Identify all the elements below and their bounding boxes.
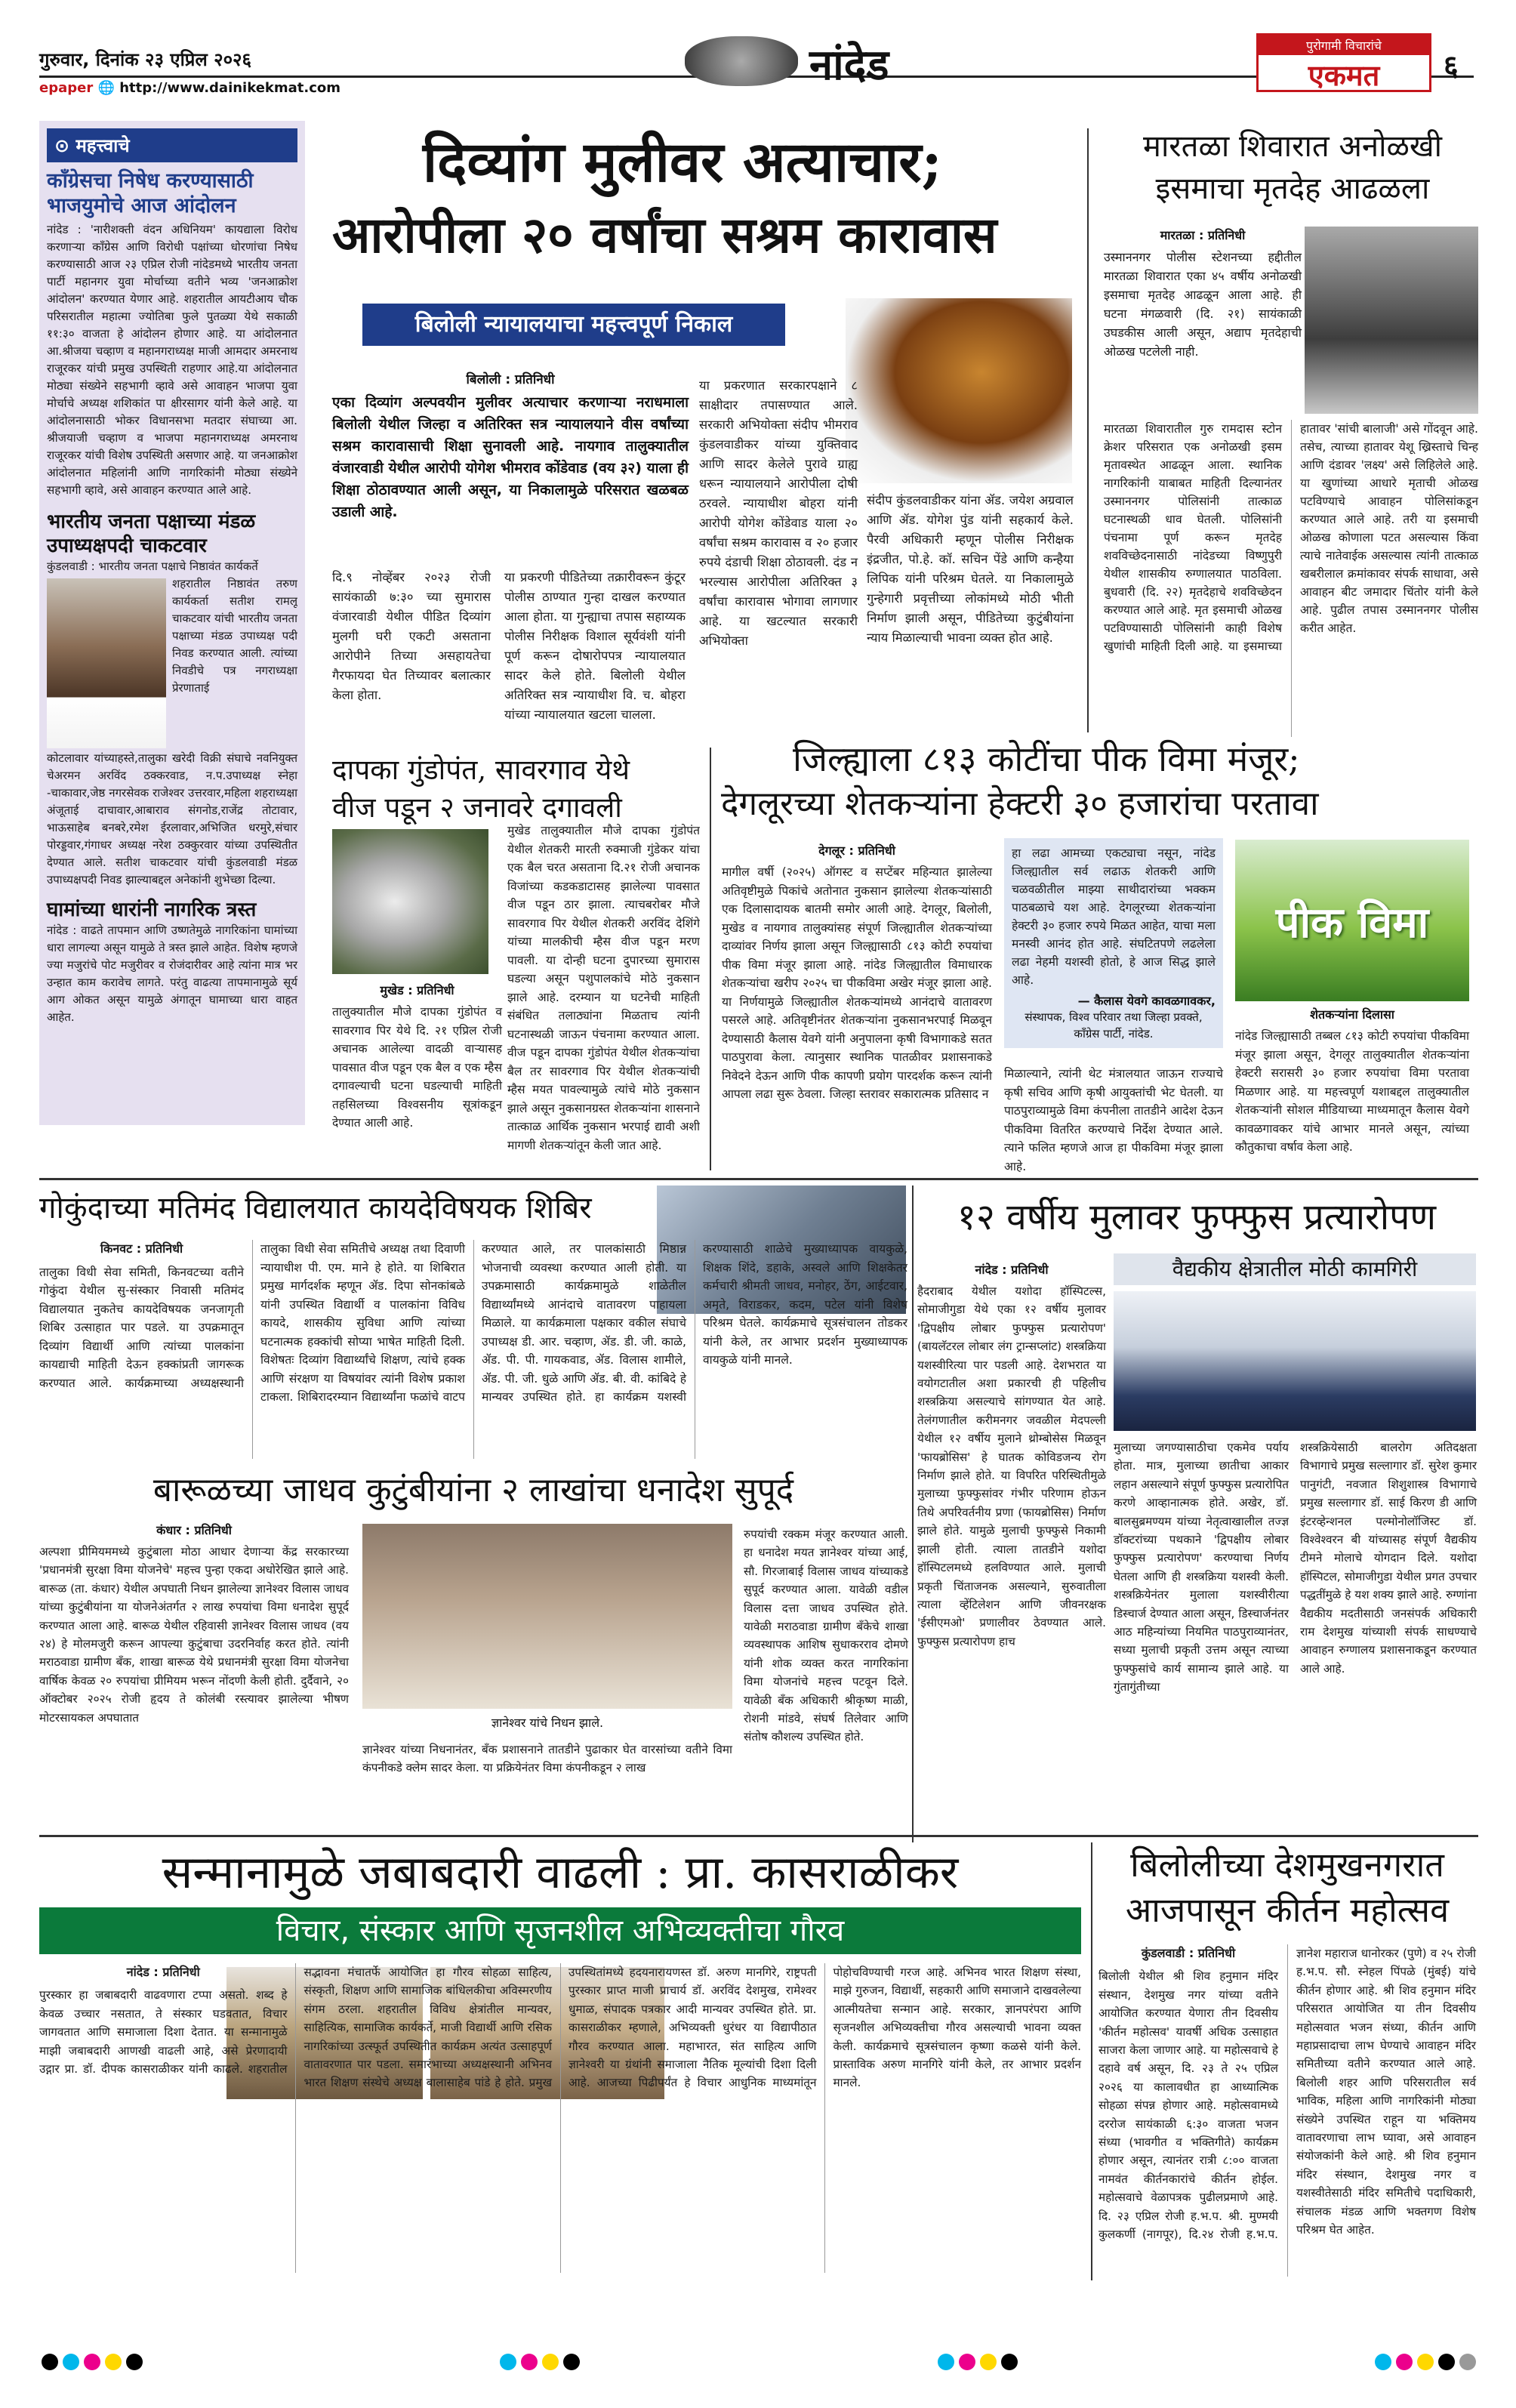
cropins-quote-box: हा लढा आमच्या एकट्याचा नसून, नांदेड जिल्ह्यातील सर्व लढाऊ शेतकरी आणि चळवळीतील माझ्या साथीदारांच्या भक्कम पाठबळाचे यश आहे. देगलूरच्या शेतकऱ्यांना हेक्टरी ३० हजार रुपये मिळत आहेत, याचा मला मनस्वी आनंद होत आहे. संघटितपणे लढलेला लढा नेहमी यशस्वी होतो, हे आज सिद्ध झाले आहे. — कैलास येवगे कावळगावकर, संस्थापक, विश्व परिवार तथा जिल्हा प्रवक्ते, काँग्रेस पार्टी, नांदेड. bbox=[1004, 838, 1223, 1048]
horizontal-rule bbox=[39, 1835, 1478, 1837]
chevron-down-icon: ⊙ bbox=[54, 135, 70, 156]
lung-col2: मुलाच्या जगण्यासाठीचा एकमेव पर्याय होता. मात्र, मुलाच्या छातीचा आकार लहान असल्याने संपूर्ण फुफ्फुस प्रत्यारोपित करणे आव्हानात्मक होते. अखेर, डॉ. बालसुब्रमण्यम यांच्या नेतृत्वाखालील तज्ज्ञ डॉक्टरांच्या पथकाने 'द्विपक्षीय लोबार फुफ्फुस प्रत्यारोपण' करण्याचा निर्णय घेतला आणि ही शस्त्रक्रिया यशस्वी केली. शस्त्रक्रियेनंतर मुलाला यशस्वीरीत्या डिस्चार्ज देण्यात आला असून, डिस्चार्जनंतर आठ महिन्यांच्या नियमित पाठपुराव्यानंतर, सध्या मुलाची प्रकृती उत्तम असून त्याच्या फुफ्फुसांचे कार्य सामान्य झाले आहे. या गुंतागुंतीच्या bbox=[1114, 1441, 1289, 1694]
sidebar-story1-headline: काँग्रेसचा निषेध करण्यासाठी भाजयुमोचे आज आंदोलन bbox=[47, 169, 254, 217]
portrait-photo bbox=[47, 578, 166, 748]
workshop-columns: किनवट : प्रतिनिधी तालुका विधी सेवा समिती, किनवटच्या वतीने गोकुंदा येथील सु-संस्कार निवासी मतिमंद विद्यालयात नुकतेच कायदेविषयक जनजागृती शिबिर उत्साहात पार पडले. या उपक्रमातून दिव्यांग विद्यार्थी आणि त्यांच्या पालकांना कायद्याची माहिती देऊन हक्कांप्रती जागरूक करण्यात आले. कार्यक्रमाच्या अध्यक्षस्थानी तालुका विधी सेवा समितीचे अध्यक्ष तथा दिवाणी न्यायाधीश पी. एम. माने हे होते. या शिबिरात प्रमुख मार्गदर्शक म्हणून ॲड. दिपा सोनकांबळे यांनी उपस्थित विद्यार्थी व पालकांना विविध कायदे, शासकीय सुविधा आणि त्यांच्या घटनात्मक हक्कांची सोप्या भाषेत माहिती दिली. विशेषतः दिव्यांग विद्यार्थ्यांचे शिक्षण, त्यांचे हक्क आणि संरक्षण या विषयांवर त्यांनी विशेष प्रकाश टाकला. शिबिरादरम्यान विद्यार्थ्यांना फळांचे वाटप करण्यात आले, तर पालकांसाठी मिष्ठान्न भोजनाची व्यवस्था करण्यात आली होती. या उपक्रमासाठी कार्यक्रमामुळे शाळेतील विद्यार्थ्यांमध्ये आनंदाचे वातावरण पाहायला मिळाले. या कार्यक्रमाला पक्षकार वकील संघाचे उपाध्यक्ष डी. आर. चव्हाण, ॲड. डी. जी. काळे, ॲड. पी. पी. गायकवाड, ॲड. विलास शामीले, ॲड. पी. जी. धुळे आणि ॲड. बी. वी. कांबिदे हे मान्यवर उपस्थित होते. हा कार्यक्रम यशस्वी करण्यासाठी शाळेचे मुख्याध्यापक वायकुळे, शिक्षक शिंदे, डहाके, अस्वले आणि शिक्षकेतर कर्मचारी श्रीमती जाधव, मनोहर, ठेंग, आईटवार, अमृते, विराडकर, कदम, पटेल यांनी विशेष परिश्रम घेतले. कार्यक्रमाचे सूत्रसंचालन तोडकर यांनी केले, तर आभार प्रदर्शन मुख्याध्यापक वायकुळे यांनी मानले. bbox=[39, 1241, 907, 1404]
sidebar-title: ⊙ महत्त्वाचे bbox=[47, 128, 297, 162]
section-emblem-icon bbox=[685, 36, 798, 86]
sidebar-story1-body: नांदेड : 'नारीशक्ती वंदन अधिनियम' कायद्याला विरोध करणाऱ्या काँग्रेस आणि विरोधी पक्षांच्या धोरणांचा निषेध करण्यासाठी आज २३ एप्रिल रोजी नांदेडमध्ये भारतीय जनता पार्टी महानगर युवा मोर्चाच्या वतीने भव्य 'जनआक्रोश आंदोलन' करण्यात येणार आहे. शहरातील आयटीआय चौक परिसरातील महात्मा ज्योतिबा फुले पुतळ्या येथे सकाळी ११:३० वाजता हे आंदोलन होणार आहे. या आंदोलनात आ.श्रीजया चव्हाण व महानगराध्यक्ष माजी आमदार अमरनाथ राजूरकर यांची प्रमुख उपस्थिती राहणार आहे.या आंदोलनात मोठ्या संख्येने सहभागी व्हावे असे आवाहन भाजपा युवा मोर्चाचे अध्यक्ष शशिकांत पा क्षीरसागर यांनी केले आहे. या आंदोलनासाठी भोकर विधानसभा मतदार संघाच्या आ. श्रीजयाजी चव्हाण व भाजपा महानगराध्यक्ष अमरनाथ राजूरकर यांची विशेष उपस्थिती असणार आहे. या जनआक्रोश आंदोलनात महिलांनी आणि नागरिकांनी मोठ्या संख्येने सहभागी व्हावे, असे आवाहन करण्यात आले आहे. bbox=[47, 223, 297, 497]
cropins-side: शेतकऱ्यांना दिलासा नांदेड जिल्ह्यासाठी तब्बल ८१३ कोटी रुपयांचा पीकविमा मंजूर झाला असून, देगलूर तालुक्यातील शेतकऱ्यांना हेक्टरी सरासरी ३० हजार रुपयांचा विमा परतावा मिळणार आहे. या महत्त्वपूर्ण यशाबद्दल तालुक्यातील शेतकऱ्यांनी सोशल मीडियाच्या माध्यमातून कैलास येवगे कावळगावकर यांचे आभार मानले असून, त्यांच्या कौतुकाचा वर्षाव केला आहे. bbox=[1235, 1007, 1469, 1154]
page-number: ६ bbox=[1444, 48, 1459, 82]
lung-col3: शस्त्रक्रियेसाठी बालरोग अतिदक्षता विभागाचे प्रमुख सल्लागार डॉ. सुरेश कुमार पानुगंटी, नवजात शिशुशास्त्र विभागाचे प्रमुख सल्लागार डॉ. साई किरण डी आणि इंटरव्हेन्शनल पल्मोनोलॉजिस्ट डॉ. विश्वेश्वरन बी यांच्यासह संपूर्ण वैद्यकीय टीमने मोलाचे योगदान दिले. यशोदा हॉस्पिटल, सोमाजीगुडा येथील प्रगत उपचार पद्धतींमुळे हे यश शक्य झाले आहे. रुग्णांना वैद्यकीय मदतीसाठी जनसंपर्क अधिकारी राम देशमुख यांच्याशी संपर्क साधण्याचे आवाहन रुग्णालय प्रशासनाकडून करण्यात आले आहे. bbox=[1300, 1441, 1477, 1676]
kirtan-body bbox=[1098, 1944, 1476, 2277]
gavel-photo bbox=[846, 298, 1072, 483]
lead-col-1: दि.९ नोव्हेंबर २०२३ रोजी सायंकाळी ७:३० च्या सुमारास वंजारवाडी येथील पीडित दिव्यांग मुलगी घरी एकटी असताना आरोपीने तिच्या असहायतेचा गैरफायदा घेत तिच्यावर बलात्कार केला होता. bbox=[332, 570, 491, 702]
divider bbox=[1087, 128, 1089, 732]
honor-headline: सन्मानामुळे जबाबदारी वाढली : प्रा. कासराळीकर bbox=[162, 1846, 959, 1899]
color-bar bbox=[1373, 2354, 1478, 2373]
divider bbox=[1091, 1842, 1092, 2280]
horizontal-rule bbox=[39, 1178, 1478, 1180]
sidebar-story2-side: शहरातील निष्ठावंत तरुण कार्यकर्ता सतीश रामलू चाकटवार यांची भारतीय जनता पक्षाच्या मंडळ उपाध्यक्ष पदी निवड करण्यात आली. त्यांच्या निवडीचे पत्र नगराध्यक्षा प्रेरणाताई bbox=[172, 577, 297, 695]
kirtan-columns: कुंडलवाडी : प्रतिनिधी बिलोली येथील श्री शिव हनुमान मंदिर संस्थान, देशमुख नगर यांच्या वतीने आयोजित करण्यात येणारा तीन दिवसीय 'कीर्तन महोत्सव' यावर्षी अधिक उत्साहात साजरा केला जाणार आहे. या महोत्सवाचे हे दहावे वर्ष असून, दि. २३ ते २५ एप्रिल २०२६ या कालावधीत हा आध्यात्मिक सोहळा संपन्न होणार आहे. महोत्सवामध्ये दररोज सायंकाळी ६:३० वाजता भजन संध्या (भावगीत व भक्तिगीते) कार्यक्रम होणार असून, त्यानंतर रात्री ८:०० वाजता नामवंत कीर्तनकारांचे कीर्तन होईल. महोत्सवाचे वेळापत्रक पुढीलप्रमाणे आहे. दि. २३ एप्रिल रोजी ह.भ.प. श्री. मुण्मयी कुलकर्णी (नागपूर), दि.२४ रोजी ह.भ.प. ज्ञानेश महाराज धानोरकर (पुणे) व २५ रोजी ह.भ.प. सौ. स्नेहल पिंपळे (मुंबई) यांचे कीर्तन होणार आहे. श्री शिव हनुमान मंदिर परिसरात आयोजित या तीन दिवसीय महोत्सवात भजन संध्या, कीर्तन आणि महाप्रसादाचा लाभ घेण्याचे आवाहन मंदिर समितीच्या वतीने करण्यात आले आहे. बिलोली शहर आणि परिसरातील सर्व भाविक, महिला आणि नागरिकांनी मोठ्या संख्येने उपस्थित राहून या भक्तिमय वातावरणाचा लाभ घ्यावा, असे आवाहन संयोजकांनी केले आहे. श्री शिव हनुमान मंदिर संस्थान, देशमुख नगर व यशस्वीतेसाठी मंदिर समितीचे पदाधिकारी, संचालक मंडळ आणि भक्तगण विशेष परिश्रम घेत आहेत. bbox=[1098, 1946, 1476, 2242]
honor-banner: विचार, संस्कार आणि सृजनशील अभिव्यक्तीचा गौरव bbox=[39, 1907, 1081, 1954]
brand-logo: पुरोगामी विचारांचे एकमत bbox=[1256, 33, 1431, 92]
lead-col-2: या प्रकरणी पीडितेच्या तक्रारीवरून कुंटूर पोलीस ठाण्यात गुन्हा दाखल करण्यात आला होता. या गुन्ह्याचा तपास सहाय्यक पोलीस निरीक्षक विशाल सूर्यवंशी यांनी पूर्ण करून दोषारोपपत्र न्यायालयात सादर केले होते. बिलोली येथील अतिरिक्त सत्र न्यायाधीश वि. च. बोहरा यांच्या न्यायालयात खटला चालला. bbox=[504, 570, 686, 722]
sidebar-story2-headline: भारतीय जनता पक्षाच्या मंडळ उपाध्यक्षपदी चाकटवार bbox=[47, 510, 256, 557]
lung-col1: नांदेड : प्रतिनिधी हैदराबाद येथील यशोदा हॉस्पिटल्स, सोमाजीगुडा येथे एका १२ वर्षीय मुलावर 'द्विपक्षीय लोबार फुफ्फुस प्रत्यारोपण' (बायलॅटरल लोबार लंग ट्रान्सप्लांट) शस्त्रक्रिया यशस्वीरित्या पार पडली आहे. देशभरात या वयोगटातील अशा प्रकारची ही पहिलीच शस्त्रक्रिया असल्याचे सांगण्यात येत आहे. तेलंगणातील करीमनगर जवळील मेदपल्ली येथील १२ वर्षीय मुलाने थ्रोम्बोसेस मिळवून 'फायब्रोसिस' हे घातक कोविडजन्य रोग निर्माण झाले होते. या विपरित परिस्थितीमुळे मुलाच्या फुफ्फुसांवर गंभीर परिणाम होऊन तिथे अपरिवर्तनीय प्रणा (फायब्रोसिस) निर्माण झाले होते. यामुळे मुलाची फुफ्फुसे निकामी झाली होती. त्याला तातडीने यशोदा हॉस्पिटलमध्ये हलविण्यात आले. मुलाची प्रकृती चिंताजनक असल्याने, सुरुवातीला त्याला व्हेंटिलेशन आणि जीवनरक्षक 'ईसीएमओ' प्रणालीवर ठेवण्यात आले. फुफ्फुस प्रत्यारोपण हाच bbox=[917, 1263, 1106, 1648]
cropins-body-right: मिळाल्याने, त्यांनी थेट मंत्रालयात जाऊन राज्याचे कृषी सचिव आणि कृषी आयुक्तांची भेट घेतली. या पाठपुराव्यामुळे विमा कंपनीला तातडीने आदेश देऊन पीकविमा वितरित करण्याचे निर्देश देण्यात आले. त्याने फलित म्हणजे आज हा पीकविमा मंजूर झाला आहे. bbox=[1004, 1067, 1223, 1173]
sidebar-story2-body: कोटलावार यांच्याहस्ते,तालुका खरेदी विक्री संघाचे नवनियुक्त चेअरमन अरविंद ठक्करवाड, न.प.उपाध्यक्ष स्नेहा -चाकावार,जेष्ठ नगरसेवक राजेश्वर उत्तरवार,महिला शहराध्यक्षा अंजूताई दाचावार,आबाराव संगनोड,राजेंद्र तोटावार, भाऊसाहेब बनबरे,रमेश ईरलावार,अभिजित धरमुरे,संचार पोरड्डवार,गंगाधर अध्यक्ष नरेश ठक्कुरवार यांच्या उपस्थितीत देण्यात आले. सतीश चाकटवार यांची कुंडलवाडी मंडळ उपाध्यक्षपदी निवड झाल्याबद्दल अनेकांनी शुभेच्छा दिल्या. bbox=[47, 751, 297, 886]
color-bar bbox=[498, 2354, 582, 2373]
divider bbox=[912, 1186, 914, 1842]
cheque-caption: ज्ञानेश्वर यांचे निधन झाले. bbox=[491, 1716, 604, 1730]
epaper-link[interactable]: epaper 🌐 http://www.dainikekmat.com bbox=[39, 80, 341, 96]
doctors-photo bbox=[1114, 1291, 1476, 1431]
sidebar bbox=[39, 121, 305, 1125]
cheque-handover-photo bbox=[362, 1524, 732, 1709]
sidebar-story3-body: नांदेड : वाढते तापमान आणि उष्णतेमुळे नागरिकांना घामांच्या धारा लागल्या असून यामुळे ते त्रस्त झाले आहेत. विशेष म्हणजे ज्या मजुरांचे पोट मजुरीवर व रोजंदारीवर आहे त्यांना मात्र भर उन्हात काम करावेच लागते. परंतु वाढत्या तापमानामुळे सूर्य आग ओकत असून यामुळे अंगातून घामाच्या धारा वाहत आहेत. bbox=[47, 923, 297, 1024]
cropins-headline-1: जिल्ह्याला ८१३ कोटींचा पीक विमा मंजूर; bbox=[793, 738, 1300, 779]
globe-icon: 🌐 bbox=[97, 80, 115, 96]
lead-subhead: बिलोली न्यायालयाचा महत्त्वपूर्ण निकाल bbox=[362, 304, 785, 346]
lead-col-3: या प्रकरणात सरकारपक्षाने ८ साक्षीदार तपासण्यात आले. सरकारी अभियोक्ता संदीप भीमराव कुंडलवाडीकर यांच्या युक्तिवाद आणि सादर केलेले पुरावे ग्राह्य धरून न्यायालयाने आरोपीला दोषी ठरवले. न्यायाधीश बोहरा यांनी आरोपी योगेश कोंडेवाड याला २० वर्षांचा सश्रम कारावास व २० हजार रुपये दंडाची शिक्षा ठोठावली. दंड न भरल्यास आरोपीला अतिरिक्त ३ वर्षांचा कारावास भोगावा लागणार आहे. या खटल्यात सरकारी अभियोक्ता bbox=[699, 378, 858, 648]
lead-col-4: संदीप कुंडलवाडीकर यांना ॲड. जयेश अग्रवाल आणि ॲड. योगेश पुंड यांनी सहकार्य केले. पैरवी अधिकारी म्हणून पोलीस निरीक्षक इंद्रजीत, पो.हे. कॉ. सचिन पेंडे आणि कन्हैया लिपिक यांनी परिश्रम घेतले. या निकालामुळे गुन्हेगारी प्रवृत्तीच्या लोकांमध्ये मोठी भीती निर्माण झाली असून, पीडितेच्या कुटुंबीयांना न्याय मिळाल्याची भावना व्यक्त होत आहे. bbox=[867, 493, 1074, 645]
sidebar-story2-intro: कुंडलवाडी : भारतीय जनता पक्षाचे निष्ठावंत कार्यकर्ते bbox=[47, 560, 258, 573]
section-title: नांदेड bbox=[809, 40, 889, 90]
cheque-headline: बारूळच्या जाधव कुटुंबीयांना २ लाखांचा धनादेश सुपूर्द bbox=[153, 1471, 794, 1509]
kirtan-headline: बिलोलीच्या देशमुखनगरात आजपासून कीर्तन महोत्सव bbox=[1125, 1845, 1450, 1930]
cheque-col2: ज्ञानेश्वर यांच्या निधनानंतर, बँक प्रशासनाने तातडीने पुढाकार घेत वारसांच्या वतीने विमा कंपनीकडे क्लेम सादर केला. या प्रक्रियेनंतर विमा कंपनीकडून २ लाख bbox=[362, 1743, 732, 1775]
cropins-body-left: देगलूर : प्रतिनिधी मागील वर्षी (२०२५) ऑगस्ट व सप्टेंबर महिन्यात झालेल्या अतिवृष्टीमुळे पिकांचे अतोनात नुकसान झालेल्या शेतकऱ्यांसाठी एक दिलासादायक बातमी समोर आली आहे. देगलूर, बिलोली, मुखेड व नायगाव तालुक्यांसह संपूर्ण जिल्ह्यातील शेतकऱ्यांच्या दाव्यांवर निर्णय झाला असून जिल्ह्यासाठी ८१३ कोटी रुपयांचा पीक विमा मंजूर झाला आहे. नांदेड जिल्ह्यातील विमाधारक शेतकऱ्यांचा खरीप २०२५ चा पीकविमा अखेर मंजूर झाला आहे. या निर्णयामुळे जिल्ह्यातील शेतकऱ्यांमध्ये आनंदाचे वातावरण पसरले आहे. अतिवृष्टीनंतर शेतकऱ्यांना नुकसानभरपाई मिळवून देण्यासाठी कैलास येवगे यांनी अनुपालना कृषी विभागाकडे सतत पाठपुरावा केला. त्यानुसार स्थानिक पातळीवर प्रशासनाकडे निवेदने देऊन आणि पीक कापणी प्रयोग पारदर्शक करून त्यांनी आपला लढा सुरू ठेवला. जिल्हा स्तरावर सकारात्मक प्रतिसाद न bbox=[722, 843, 992, 1101]
deadbody-intro: मारतळा : प्रतिनिधी उस्माननगर पोलीस स्टेशनच्या हद्दीतील मारतळा शिवारात एका ४५ वर्षीय अनोळखी इसमाचा मृतदेह आढळून आला आहे. ही घटना मंगळवारी (दि. २१) सायंकाळी उघडकीस आली असून, अद्याप मृतदेहाची ओळख पटलेली नाही. bbox=[1104, 228, 1302, 359]
registration-marks bbox=[39, 2348, 1478, 2379]
sidebar-story3-headline: घामांच्या धारांनी नागरिक त्रस्त bbox=[47, 899, 257, 921]
deadbody-body: मारतळा शिवारातील गुरु रामदास स्टोन क्रेशर परिसरात एक अनोळखी इसम मृतावस्थेत आढळून आला. स्थानिक नागरिकांनी याबाबत माहिती दिल्यानंतर उस्माननगर पोलिसांनी तात्काळ घटनास्थळी धाव घेतली. पोलिसांनी पंचनामा पूर्ण करून मृतदेह शवविच्छेदनासाठी नांदेडच्या विष्णुपुरी येथील शासकीय रुग्णालयात पाठविला. बुधवारी (दि. २२) मृतदेहाचे शवविच्छेदन करण्यात आले आहे. मृत इसमाची ओळख पटविण्यासाठी पोलिसांनी काही विशेष खुणांची माहिती दिली आहे. या इसमाच्या हातावर 'सांची बालाजी' असे गोंदवून आहे. तसेच, त्याच्या हातावर येशू ख्रिस्ताचे चिन्ह आणि दंडावर 'लक्ष्य' असे लिहिलेले आहे. या खुणांच्या आधारे मृताची ओळख पटविण्याचे आवाहन पोलिसांकडून करण्यात आले आहे. तरी या इसमाची ओळख कोणाला पटत असल्यास किंवा त्याचे नातेवाईक असल्यास त्यांनी तात्काळ खबरीलाल क्रमांकावर संपर्क साधावा, असे आवाहन बीट जमादार चिंतोर यांनी केले आहे. पुढील तपास उस्माननगर पोलीस करीत आहेत. bbox=[1104, 422, 1478, 653]
issue-date: गुरुवार, दिनांक २३ एप्रिल २०२६ bbox=[39, 49, 252, 70]
lead-headline-2: आरोपीला २० वर्षांचा सश्रम कारावास bbox=[332, 205, 997, 264]
cheque-col3: रुपयांची रक्कम मंजूर करण्यात आली. हा धनादेश मयत ज्ञानेश्वर यांच्या आई, सौ. गिरजाबाई विलास जाधव यांच्याकडे सुपूर्द करण्यात आला. यावेळी वडील विलास दत्ता जाधव उपस्थित होते. यावेळी मराठवाडा ग्रामीण बँकेचे शाखा व्यवस्थापक आशिष सुधाकरराव दोमणे यांनी शोक व्यक्त करत नागरिकांना विमा योजनांचे महत्त्व पटवून दिले. यावेळी बँक अधिकारी श्रीकृष्ण माळी, रोशनी मांडवे, संघर्ष तिलेवार आणि संतोष कौशल्य उपस्थित होते. bbox=[744, 1528, 908, 1744]
lightning-intro: मुखेड : प्रतिनिधी तालुक्यातील मौजे दापका गुंडोपंत व सावरगाव पिर येथे दि. २१ एप्रिल रोजी अचानक आलेल्या वादळी वाऱ्यासह पावसात वीज पडून एक बैल व एक म्हैस दगावल्याची घटना घडल्याची माहिती तहसिलच्या विश्वसनीय सूत्रांकडून देण्यात आली आहे. bbox=[332, 983, 502, 1130]
color-bar bbox=[935, 2354, 1020, 2373]
crop-insurance-photo: पीक विमा bbox=[1235, 840, 1469, 1001]
cheque-col1: कंधार : प्रतिनिधी अल्पशा प्रीमियममध्ये कुटुंबाला मोठा आधार देणाऱ्या केंद्र सरकारच्या 'प्रधानमंत्री सुरक्षा विमा योजनेचे' महत्त्व पुन्हा एकदा अधोरेखित झाले आहे. बारूळ (ता. कंधार) येथील अपघाती निधन झालेल्या ज्ञानेश्वर विलास जाधव यांच्या कुटुंबीयांना या योजनेअंतर्गत २ लाख रुपयांचा विमा धनादेश सुपूर्द करण्यात आला आहे. बारूळ येथील रहिवासी ज्ञानेश्वर विलास जाधव (वय २४) हे मोलमजुरी करून आपल्या कुटुंबाचा उदरनिर्वाह करत होते. त्यांनी मराठवाडा ग्रामीण बँक, शाखा बारूळ येथे प्रधानमंत्री सुरक्षा विमा योजनेचा वार्षिक केवळ २० रुपयांचा प्रीमियम भरून नोंदणी केली होती. दुर्दैवाने, २० ऑक्टोबर २०२५ रोजी हृदय ते कोलंबी रस्त्यावर झालेल्या भीषण मोटरसायकल अपघातात bbox=[39, 1523, 349, 1725]
lung-subhead: वैद्यकीय क्षेत्रातील मोठी कामगिरी bbox=[1114, 1253, 1476, 1285]
calf-photo bbox=[332, 829, 488, 974]
lead-headline-1: दिव्यांग मुलीवर अत्याचार; bbox=[423, 130, 942, 195]
lightning-headline: दापका गुंडोपंत, सावरगाव येथे वीज पडून २ जनावरे दगावली bbox=[332, 754, 630, 824]
honor-body bbox=[39, 1963, 1081, 2273]
lead-intro-box: बिलोली : प्रतिनिधी एका दिव्यांग अल्पवयीन मुलीवर अत्याचार करणाऱ्या नराधमाला बिलोली येथील जिल्हा व अतिरिक्त सत्र न्यायालयाने वीस वर्षांच्या सश्रम कारावासाची शिक्षा सुनावली आहे. नायगाव तालुक्यातील वंजारवाडी येथील आरोपी योगेश भीमराव कोंडेवाड (वय ३२) याला ही शिक्षा ठोठावण्यात आली असून, या निकालामुळे परिसरात खळबळ उडाली आहे. bbox=[332, 372, 689, 520]
deceased-photo bbox=[1305, 227, 1478, 414]
workshop-body bbox=[39, 1240, 907, 1459]
divider bbox=[710, 748, 711, 1170]
cropins-headline-2: देगलूरच्या शेतकऱ्यांना हेक्टरी ३० हजारांचा परतावा bbox=[721, 785, 1319, 823]
honor-columns: नांदेड : प्रतिनिधी पुरस्कार हा जबाबदारी वाढवणारा टप्पा असतो. शब्द हे केवळ उच्चार नसतात, ते संस्कार घडवतात, विचार जागवतात आणि समाजाला दिशा देतात. या सन्मानामुळे माझी जबाबदारी आणखी वाढली आहे, असे प्रेरणादायी उद्गार प्रा. डॉ. दीपक कासराळीकर यांनी काढले. शहरातील सद्भावना मंचातर्फे आयोजित हा गौरव सोहळा साहित्य, संस्कृती, शिक्षण आणि सामाजिक बांधिलकीचा अविस्मरणीय संगम ठरला. शहरातील विविध क्षेत्रांतील मान्यवर, साहित्यिक, सामाजिक कार्यकर्ते, माजी विद्यार्थी आणि रसिक नागरिकांच्या उत्स्फूर्त उपस्थितीत कार्यक्रम अत्यंत उत्साहपूर्ण वातावरणात पार पडला. समारंभाच्या अध्यक्षस्थानी अभिनव भारत शिक्षण संस्थेचे अध्यक्ष बालासाहेब पांडे हे होते. प्रमुख उपस्थितांमध्ये हदयनारायणस्त डॉ. अरुण मानगिरे, राष्ट्रपती पुरस्कार प्राप्त माजी प्राचार्य डॉ. अरविंद देशमुख, रामेश्वर धुमाळ, संपादक पत्रकार आदी मान्यवर उपस्थित होते. प्रा. कासराळीकर म्हणाले, अभिव्यक्ती धुरंधर या विद्यापीठात गौरव करण्यात आला. महाभारत, संत साहित्य आणि ज्ञानेश्वरी या ग्रंथांनी समाजाला नैतिक मूल्यांची दिशा दिली आहे. आजच्या पिढीपर्यंत हे विचार आधुनिक माध्यमांतून पोहोचविण्याची गरज आहे. अभिनव भारत शिक्षण संस्था, माझे गुरुजन, विद्यार्थी, सहकारी आणि समाजाने दाखवलेल्या आत्मीयतेचा सन्मान आहे. सरकार, ज्ञानपरंपरा आणि सृजनशील अभिव्यक्तीचा गौरव असल्याची भावना व्यक्त केली. कार्यक्रमाचे सूत्रसंचालन कृष्णा कळसे यांनी केले. प्रास्ताविक अरुण मानगिरे यांनी केले, तर आभार प्रदर्शन मानले. bbox=[39, 1965, 1081, 2090]
deadbody-headline: मारतळा शिवारात अनोळखी इसमाचा मृतदेह आढळला bbox=[1143, 129, 1442, 206]
workshop-headline: गोकुंदाच्या मतिमंद विद्यालयात कायदेविषयक शिबिर bbox=[39, 1191, 592, 1226]
lung-headline: १२ वर्षीय मुलावर फुफ्फुस प्रत्यारोपण bbox=[957, 1196, 1437, 1238]
color-bar bbox=[39, 2354, 145, 2373]
lightning-side: मुखेड तालुक्यातील मौजे दापका गुंडोपंत येथील शेतकरी मारती रुक्माजी गुंडेकर यांचा एक बैल चरत असताना दि.२१ रोजी अचानक विजांच्या कडकडाटासह झालेल्या पावसात वीज पडून ठार झाला. त्याचबरोबर मौजे सावरगाव पिर येथील शेतकरी अरविंद देशिंगे यांच्या मालकीची म्हैस वीज पडून मरण पावली. या दोन्ही घटना दुपारच्या सुमारास घडल्या असून पशुपालकांचे मोठे नुकसान झाले आहे. दरम्यान या घटनेची माहिती संबंधित तलाठ्यांना मिळताच त्यांनी घटनास्थळी जाऊन पंचनामा करण्यात आला. वीज पडून दापका गुंडोपंत येथील शेतकऱ्यांचा बैल तर सावरगाव पिर येथील शेतकऱ्यांची म्हैस मयत पावल्यामुळे त्यांचे मोठे नुकसान झाले असून नुकसानग्रस्त शेतकऱ्यांना शासनाने तात्काळ आर्थिक नुकसान भरपाई द्यावी अशी मागणी शेतकऱ्यांतून केली जात आहे. bbox=[507, 824, 700, 1152]
masthead bbox=[39, 30, 1474, 98]
